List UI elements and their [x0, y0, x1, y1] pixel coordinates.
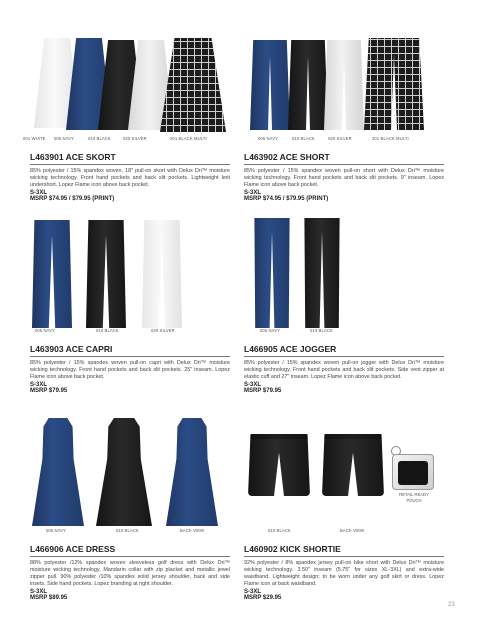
product-sizes: S-3XL — [244, 589, 262, 595]
product-photo — [30, 218, 230, 328]
capri-navy-image — [32, 220, 72, 328]
short-black-multi-image — [364, 38, 424, 130]
product-sizes: S-3XL — [30, 589, 48, 595]
product-ace-jogger — [244, 218, 444, 394]
short-silver-image — [324, 40, 364, 130]
product-ace-dress — [30, 416, 230, 601]
product-msrp: MSRP $79.95 — [244, 388, 282, 394]
color-caption: 010 BLACK — [88, 136, 111, 141]
color-caption: 010 BLACK — [292, 136, 315, 141]
color-captions — [244, 328, 444, 338]
product-title: L466905 ACE JOGGER — [244, 344, 444, 357]
product-msrp: MSRP $74.95 / $79.95 (PRINT) — [244, 196, 329, 202]
product-title: L460902 KICK SHORTIE — [244, 544, 444, 557]
color-caption: 005 NAVY — [46, 528, 67, 533]
color-caption: 010 BLACK — [96, 328, 119, 333]
short-navy-image — [250, 40, 290, 130]
color-caption: 020 SILVER — [328, 136, 352, 141]
pouch-label: RETAIL READY POUCH — [399, 492, 429, 503]
color-captions — [30, 528, 230, 538]
product-sizes: S-3XL — [244, 190, 262, 196]
shortie-black-image — [248, 434, 310, 496]
jogger-navy-image — [252, 218, 292, 328]
color-caption: 010 BLACK — [310, 328, 333, 333]
product-photo — [30, 36, 230, 136]
product-photo — [244, 416, 444, 528]
color-captions — [23, 136, 230, 146]
product-photo — [244, 36, 444, 136]
product-description: 92% polyester / 8% spandex jersey pull-on bike short with Delux Dri™ moisture wicking technology. 3.50" inseam (5.75" for sizes XL-3XL) and extra-wide waistband. Lightweight design; to be worn under any golf skirt or dress. Lopez Flame icon at back waistband. — [244, 560, 444, 587]
capri-silver-image — [142, 220, 182, 328]
product-sizes: S-3XL — [30, 382, 48, 388]
color-caption: 201 BLACK MULTI — [372, 136, 409, 141]
product-sizes: S-3XL — [30, 190, 48, 196]
product-msrp: MSRP $29.95 — [244, 595, 282, 601]
product-sizes: S-3XL — [244, 382, 262, 388]
shortie-back-view-image — [322, 434, 384, 496]
product-description: 88% polyester /12% spandex woven sleeveless golf dress with Delux Dri™ moisture wicking technology. Mandarin collar with zip placket and metallic jewel zipper pull. 90% polyester /10% spandex solid jersey shoulder, back and side insets. Side hand pockets. Lopez branding at right shoulder. — [30, 560, 230, 587]
product-description: 85% polyester / 15% spandex woven pull-on capri with Delux Dri™ moisture wicking technology. Front hand pockets and back slit pockets. 25" inseam. Lopez Flame icon above back pocket. — [30, 360, 230, 380]
product-description: 85% polyester / 15% spandex woven pull-on short with Delux Dri™ moisture wicking technology. Front hand pockets and back slit pockets. 9" inseam. Lopez Flame icon above back pocket. — [244, 168, 444, 188]
product-msrp: MSRP $74.95 / $79.95 (PRINT) — [30, 196, 115, 202]
color-caption: 005 NAVY — [260, 328, 281, 333]
dress-black-image — [96, 418, 152, 526]
color-caption: 005 NAVY — [35, 328, 56, 333]
color-caption: BACK VIEW — [180, 528, 205, 533]
product-msrp: MSRP $79.95 — [30, 388, 68, 394]
short-black-image — [288, 40, 328, 130]
color-caption: 005 NAVY — [54, 136, 75, 141]
product-title: L463902 ACE SHORT — [244, 152, 444, 165]
product-title: L466906 ACE DRESS — [30, 544, 230, 557]
color-caption: 010 BLACK — [116, 528, 139, 533]
product-title: L463901 ACE SKORT — [30, 152, 230, 165]
color-captions — [244, 528, 444, 538]
product-description: 85% polyester / 15% spandex woven pull-on jogger with Delux Dri™ moisture wicking technology. Front hand pockets and back slit pockets. Side vent zipper at elastic cuff and 27" inseam. Lopez Flame icon above back pocket. — [244, 360, 444, 380]
product-kick-shortie — [244, 416, 444, 601]
color-caption: 020 SILVER — [151, 328, 175, 333]
retail-pouch-image — [392, 454, 434, 490]
color-captions — [244, 136, 444, 146]
product-description: 85% polyester / 15% spandex woven, 18" pull-on skort with Delux Dri™ moisture wicking technology. Front hand pockets and back slit pockets. Lightweight knit undershort. Lopez Flame icon above back pocket. — [30, 168, 230, 188]
product-ace-short — [244, 36, 444, 202]
color-captions — [30, 328, 230, 338]
product-msrp: MSRP $89.95 — [30, 595, 68, 601]
color-caption: 010 BLACK — [268, 528, 291, 533]
color-caption: 005 NAVY — [258, 136, 279, 141]
product-photo — [244, 218, 444, 328]
dress-back-view-image — [166, 418, 218, 526]
jogger-black-image — [302, 218, 342, 328]
product-ace-skort — [23, 36, 230, 202]
dress-navy-image — [32, 418, 84, 526]
color-caption: 001 WHITE — [23, 136, 46, 141]
color-caption: 201 BLACK MULTI — [170, 136, 207, 141]
color-caption: 020 SILVER — [123, 136, 147, 141]
product-photo — [30, 416, 230, 528]
page-number: 23 — [448, 602, 455, 608]
product-ace-capri — [30, 218, 230, 394]
capri-black-image — [86, 220, 126, 328]
color-caption: BACK VIEW — [340, 528, 365, 533]
skort-black-multi-image — [160, 38, 226, 132]
product-title: L463903 ACE CAPRI — [30, 344, 230, 357]
